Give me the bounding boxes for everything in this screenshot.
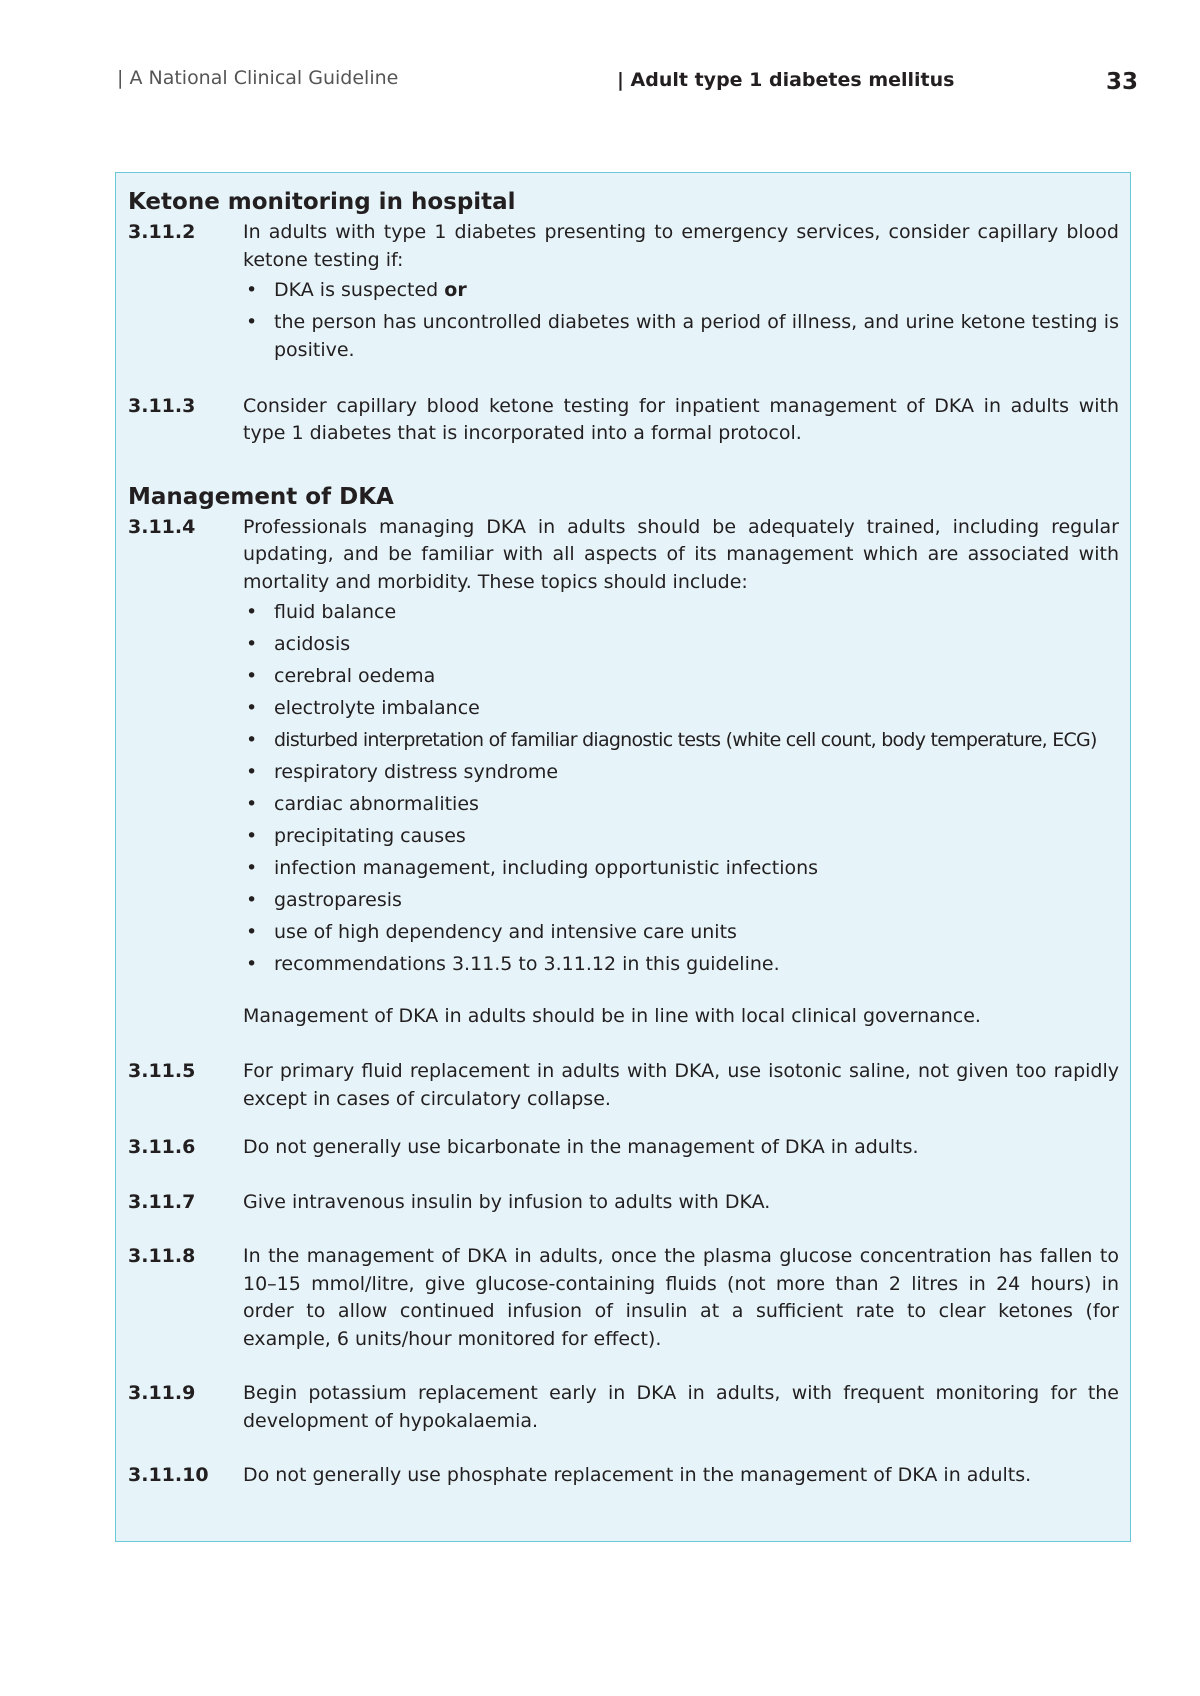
recommendation-text: In adults with type 1 diabetes presenting to emergency services, consider capillary blood ketone testing if: [243,221,1119,271]
recommendation-3-11-2 [128,219,1119,369]
section-title-management-dka: Management of DKA [128,483,394,510]
keyword-or: or [444,279,467,301]
recommendations-box [115,172,1131,1542]
recommendation-number: 3.11.4 [128,515,196,538]
recommendation-text: Consider capillary blood ketone testing for inpatient management of DKA in adults with type 1 diabetes that is incorporated into a formal protocol. [243,394,1119,444]
list-item: • recommendations 3.11.5 to 3.11.12 in this guideline. [243,951,1119,979]
recommendation-text: In the management of DKA in adults, once the plasma glucose concentration has fallen to 10–15 mmol/litre, give glucose-containing fluids (not more than 2 litres in 24 hours) in order to allow continued infusion of insulin at a sufficient rate to clear ketones (for example, 6 units/hour monitored for effect). [243,1245,1119,1350]
list-item: • DKA is suspected or [243,277,1119,305]
list-item: • acidosis [243,631,1119,659]
recommendation-number: 3.11.2 [128,221,196,243]
recommendation-number: 3.11.6 [128,1136,196,1158]
recommendation-number: 3.11.10 [128,1464,209,1486]
recommendation-text: Professionals managing DKA in adults should be adequately trained, including regular updating, and be familiar with all aspects of its management which are associated with mortality and morbidity. These topics should include: [243,515,1119,593]
closing-text: Management of DKA in adults should be in line with local clinical governance. [243,1004,981,1027]
recommendation-3-11-6 [128,1134,1119,1162]
recommendation-text: Begin potassium replacement early in DKA in adults, with frequent monitoring for the development of hypokalaemia. [243,1382,1119,1432]
recommendation-number: 3.11.5 [128,1060,196,1082]
list-item: • electrolyte imbalance [243,695,1119,723]
list-item: • gastroparesis [243,887,1119,915]
recommendation-number: 3.11.3 [128,394,196,417]
header-document-title: | Adult type 1 diabetes mellitus [617,69,955,91]
recommendation-3-11-7 [128,1189,1119,1217]
list-item: • disturbed interpretation of familiar diagnostic tests (white cell count, body temperature, ECG) [243,727,1119,755]
recommendation-3-11-9 [128,1380,1119,1435]
list-item: • use of high dependency and intensive care units [243,919,1119,947]
recommendation-number: 3.11.8 [128,1245,196,1267]
recommendation-3-11-4 [128,514,1119,1031]
recommendation-number: 3.11.9 [128,1382,196,1404]
header-guideline-label: | A National Clinical Guideline [117,67,399,89]
list-item: • precipitating causes [243,823,1119,851]
page-number: 33 [1105,69,1138,95]
recommendation-text: Do not generally use bicarbonate in the management of DKA in adults. [243,1136,919,1158]
section-title-ketone-monitoring: Ketone monitoring in hospital [128,189,516,215]
list-item: • fluid balance [243,599,1119,627]
list-item: • the person has uncontrolled diabetes with a period of illness, and urine ketone testing is positive. [243,309,1119,364]
recommendation-3-11-8 [128,1243,1119,1353]
list-item: • infection management, including opportunistic infections [243,855,1119,883]
recommendation-text: Do not generally use phosphate replacement in the management of DKA in adults. [243,1464,1032,1486]
list-item: • cardiac abnormalities [243,791,1119,819]
recommendation-3-11-3 [128,393,1119,448]
bullet-list [243,277,1119,364]
recommendation-text: Give intravenous insulin by infusion to adults with DKA. [243,1190,771,1213]
list-item: • respiratory distress syndrome [243,759,1119,787]
recommendation-3-11-10 [128,1462,1119,1490]
recommendation-text: For primary fluid replacement in adults with DKA, use isotonic saline, not given too rapidly except in cases of circulatory collapse. [243,1060,1119,1110]
recommendation-number: 3.11.7 [128,1190,196,1213]
list-item: • cerebral oedema [243,663,1119,691]
bullet-list [243,599,1119,979]
recommendation-3-11-5 [128,1058,1119,1113]
